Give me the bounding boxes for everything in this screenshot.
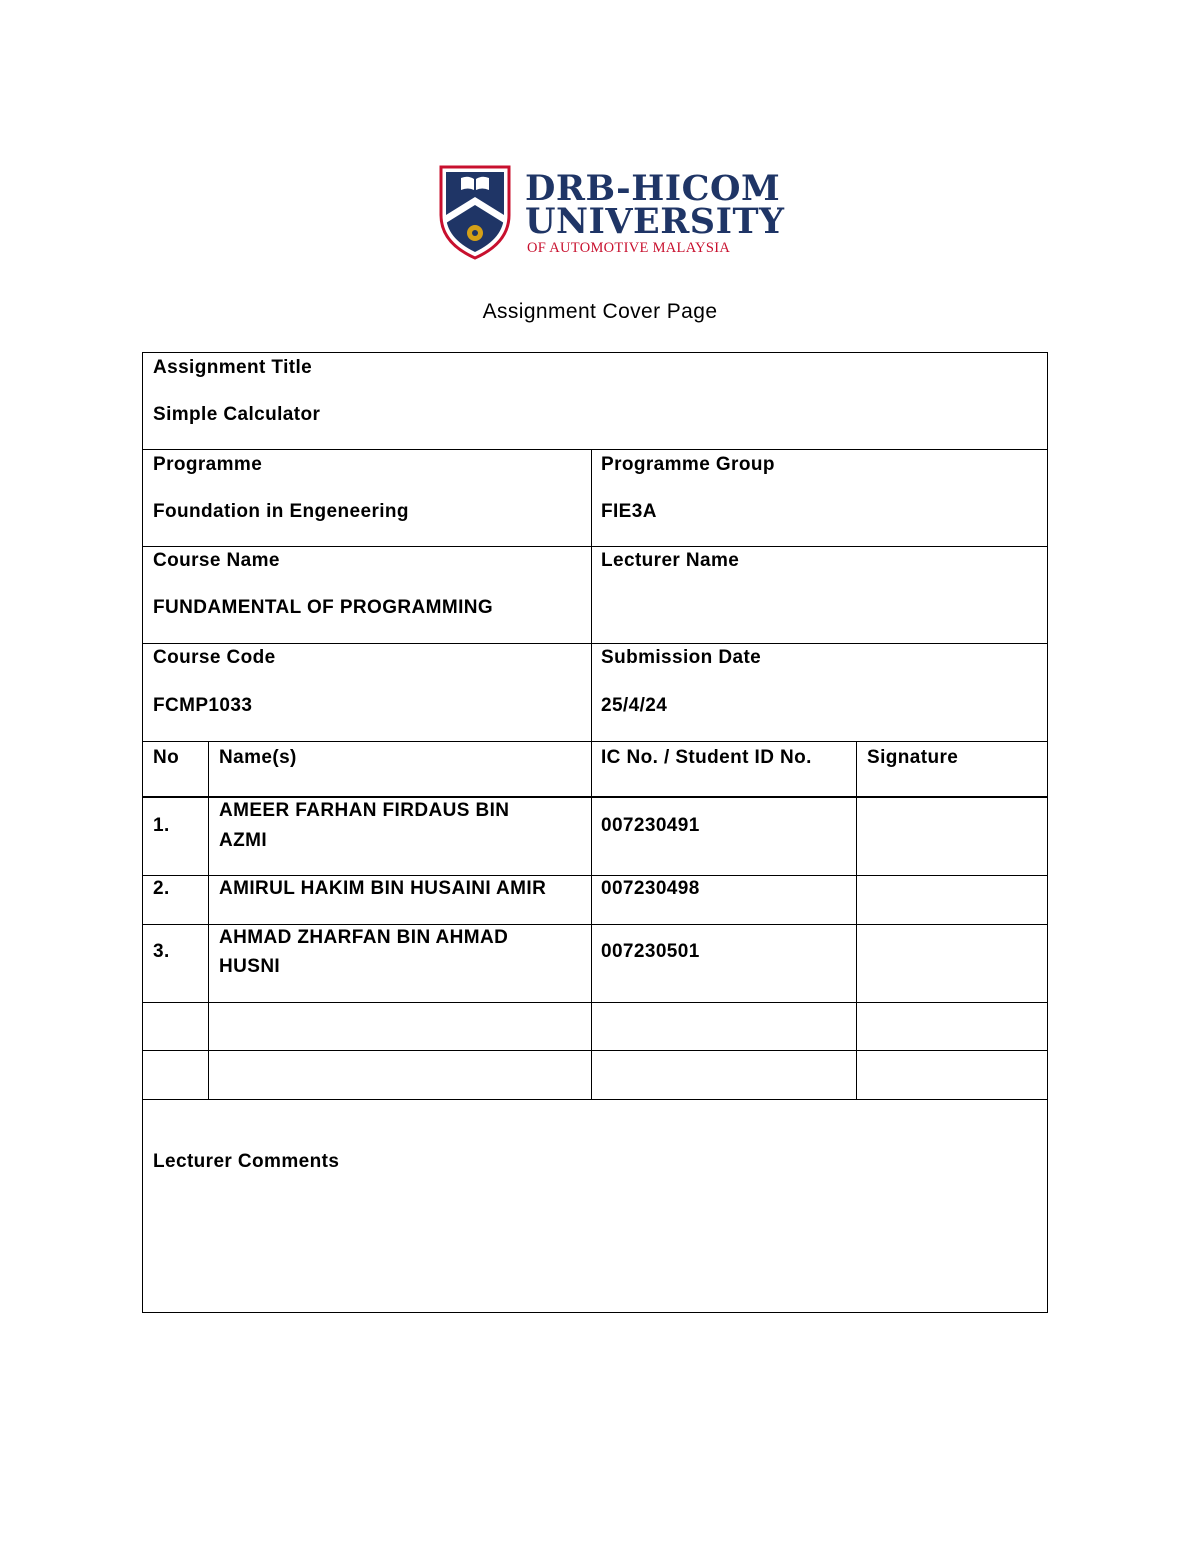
programme-group-label: Programme Group xyxy=(601,454,775,475)
divider xyxy=(143,1099,1047,1100)
column-header-names: Name(s) xyxy=(219,747,297,768)
logo-wordmark-line1: DRB-HICOM xyxy=(525,168,781,209)
course-code-value: FCMP1033 xyxy=(153,695,253,716)
submission-date-label: Submission Date xyxy=(601,647,762,668)
member-row-number: 1. xyxy=(153,815,170,836)
column-header-no: No xyxy=(153,747,180,768)
member-name-line1: AMIRUL HAKIM BIN HUSAINI AMIR xyxy=(219,878,547,899)
table-header-divider xyxy=(143,796,1047,798)
lecturer-comments-label: Lecturer Comments xyxy=(153,1151,340,1172)
shield-crest-icon xyxy=(437,163,513,261)
course-name-label: Course Name xyxy=(153,550,280,571)
page-title: Assignment Cover Page xyxy=(482,300,718,323)
member-name-line2: HUSNI xyxy=(219,956,281,977)
logo-wordmark-line2: UNIVERSITY xyxy=(525,201,785,242)
university-logo xyxy=(437,163,785,261)
column-divider xyxy=(208,741,209,1099)
member-name-line1: AHMAD ZHARFAN BIN AHMAD xyxy=(219,927,509,948)
column-header-student-id: IC No. / Student ID No. xyxy=(601,747,812,768)
member-student-id: 007230501 xyxy=(601,941,700,962)
course-code-label: Course Code xyxy=(153,647,276,668)
logo-wordmark-line3: OF AUTOMOTIVE MALAYSIA xyxy=(527,240,731,256)
divider xyxy=(143,875,1047,876)
divider xyxy=(143,1002,1047,1003)
divider xyxy=(143,924,1047,925)
member-student-id: 007230498 xyxy=(601,878,700,899)
column-divider xyxy=(591,449,592,1099)
course-name-value: FUNDAMENTAL OF PROGRAMMING xyxy=(153,597,494,618)
assignment-title-label: Assignment Title xyxy=(153,357,313,378)
member-name-line2: AZMI xyxy=(219,830,268,851)
cover-form xyxy=(142,352,1048,1313)
member-name-line1: AMEER FARHAN FIRDAUS BIN xyxy=(219,800,510,821)
lecturer-name-label: Lecturer Name xyxy=(601,550,740,571)
member-row-number: 2. xyxy=(153,878,170,899)
submission-date-value: 25/4/24 xyxy=(601,695,668,716)
member-row-number: 3. xyxy=(153,941,170,962)
divider xyxy=(143,643,1047,644)
programme-value: Foundation in Engeneering xyxy=(153,501,409,522)
divider xyxy=(143,741,1047,742)
programme-label: Programme xyxy=(153,454,263,475)
assignment-title-value: Simple Calculator xyxy=(153,404,321,425)
divider xyxy=(143,546,1047,547)
column-divider xyxy=(856,741,857,1099)
member-student-id: 007230491 xyxy=(601,815,700,836)
divider xyxy=(143,449,1047,450)
divider xyxy=(143,1050,1047,1051)
programme-group-value: FIE3A xyxy=(601,501,657,522)
column-header-signature: Signature xyxy=(867,747,959,768)
